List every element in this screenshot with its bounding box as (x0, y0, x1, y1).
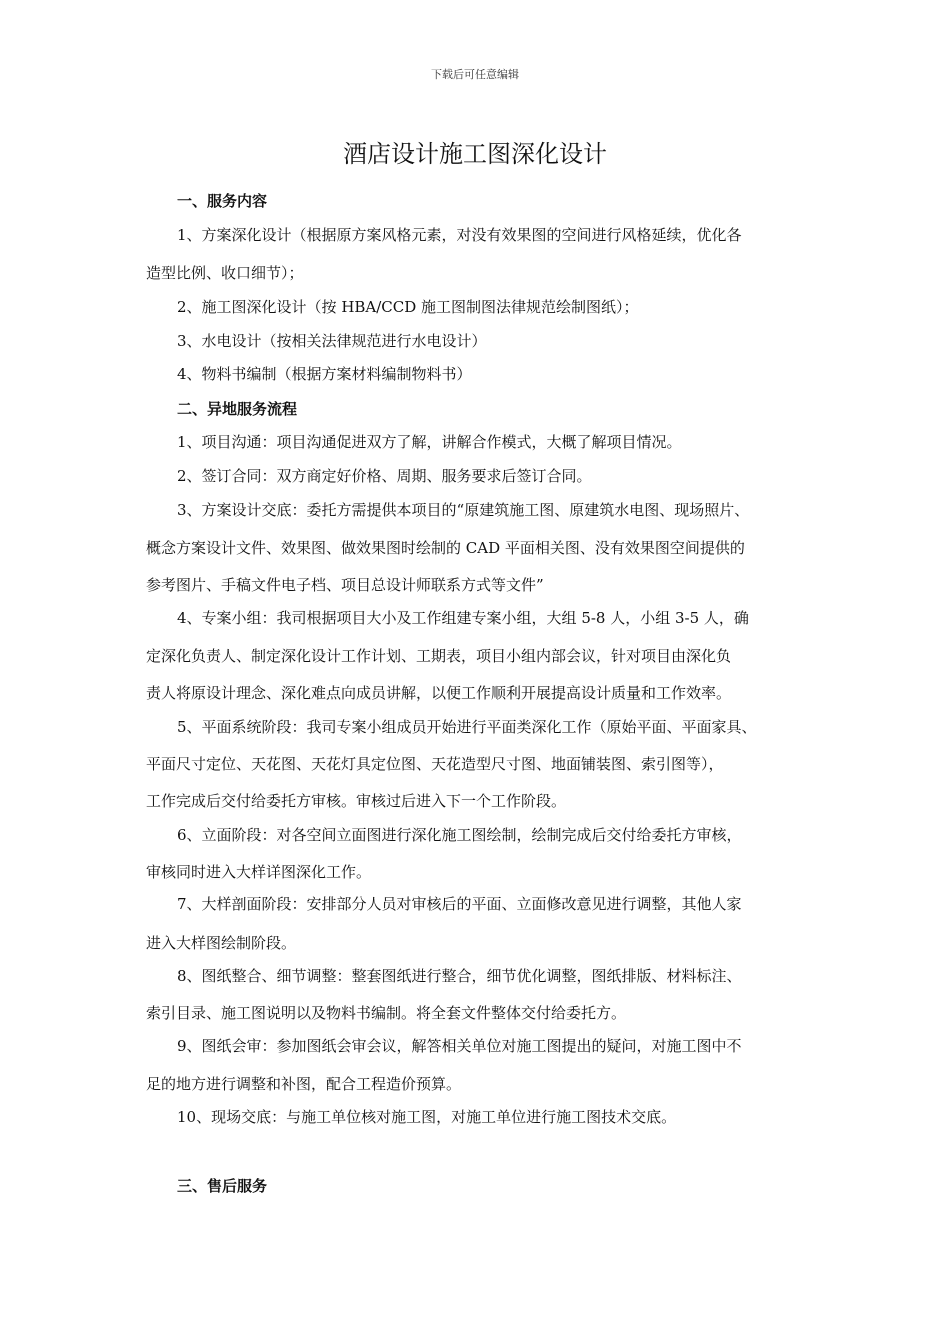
section-heading: 二、异地服务流程 (177, 400, 298, 418)
paragraph-line: 索引目录、施工图说明以及物料书编制。将全套文件整体交付给委托方。 (146, 1004, 627, 1022)
paragraph-line: 责人将原设计理念、深化难点向成员讲解，以便工作顺利开展提高设计质量和工作效率。 (146, 684, 732, 702)
paragraph-line: 平面尺寸定位、天花图、天花灯具定位图、天花造型尺寸图、地面铺装图、索引图等）， (146, 755, 724, 773)
paragraph-line: 3、水电设计（按相关法律规范进行水电设计） (177, 332, 487, 350)
paragraph-line: 审核同时进入大样详图深化工作。 (146, 863, 372, 881)
paragraph-line: 10、现场交底：与施工单位核对施工图，对施工单位进行施工图技术交底。 (177, 1108, 677, 1126)
section-heading: 三、售后服务 (177, 1177, 268, 1195)
paragraph-line: 1、项目沟通：项目沟通促进双方了解，讲解合作模式，大概了解项目情况。 (177, 433, 682, 451)
paragraph-line: 足的地方进行调整和补图，配合工程造价预算。 (146, 1075, 462, 1093)
paragraph-line: 1、方案深化设计（根据原方案风格元素，对没有效果图的空间进行风格延续，优化各 (177, 226, 742, 244)
paragraph-line: 4、专案小组：我司根据项目大小及工作组建专案小组，大组 5-8 人，小组 3-5 人，确 (177, 609, 749, 627)
paragraph-line: 概念方案设计文件、效果图、做效果图时绘制的 CAD 平面相关图、没有效果图空间提供的 (146, 539, 745, 557)
paragraph-line: 9、图纸会审：参加图纸会审会议，解答相关单位对施工图提出的疑问，对施工图中不 (177, 1037, 742, 1055)
section-heading: 一、服务内容 (177, 192, 268, 210)
paragraph-line: 造型比例、收口细节）； (146, 264, 304, 282)
paragraph-line: 8、图纸整合、细节调整：整套图纸进行整合，细节优化调整，图纸排版、材料标注、 (177, 967, 742, 985)
paragraph-line: 定深化负责人、制定深化设计工作计划、工期表，项目小组内部会议，针对项目由深化负 (146, 647, 732, 665)
paragraph-line: 5、平面系统阶段：我司专案小组成员开始进行平面类深化工作（原始平面、平面家具、 (177, 718, 757, 736)
paragraph-line: 6、立面阶段：对各空间立面图进行深化施工图绘制，绘制完成后交付给委托方审核， (177, 826, 742, 844)
document-title: 酒店设计施工图深化设计 (343, 140, 607, 168)
page-header: 下载后可任意编辑 (431, 68, 519, 81)
paragraph-line: 2、施工图深化设计（按 HBA/CCD 施工图制图法律规范绘制图纸）； (177, 298, 639, 316)
paragraph-line: 工作完成后交付给委托方审核。审核过后进入下一个工作阶段。 (146, 792, 567, 810)
paragraph-line: 7、大样剖面阶段：安排部分人员对审核后的平面、立面修改意见进行调整，其他人家 (177, 895, 742, 913)
paragraph-line: 2、签订合同：双方商定好价格、周期、服务要求后签订合同。 (177, 467, 592, 485)
paragraph-line: 4、物料书编制（根据方案材料编制物料书） (177, 365, 472, 383)
paragraph-line: 进入大样图绘制阶段。 (146, 934, 297, 952)
paragraph-line: 参考图片、手稿文件电子档、项目总设计师联系方式等文件” (146, 576, 544, 594)
paragraph-line: 3、方案设计交底：委托方需提供本项目的“原建筑施工图、原建筑水电图、现场照片、 (177, 501, 750, 519)
